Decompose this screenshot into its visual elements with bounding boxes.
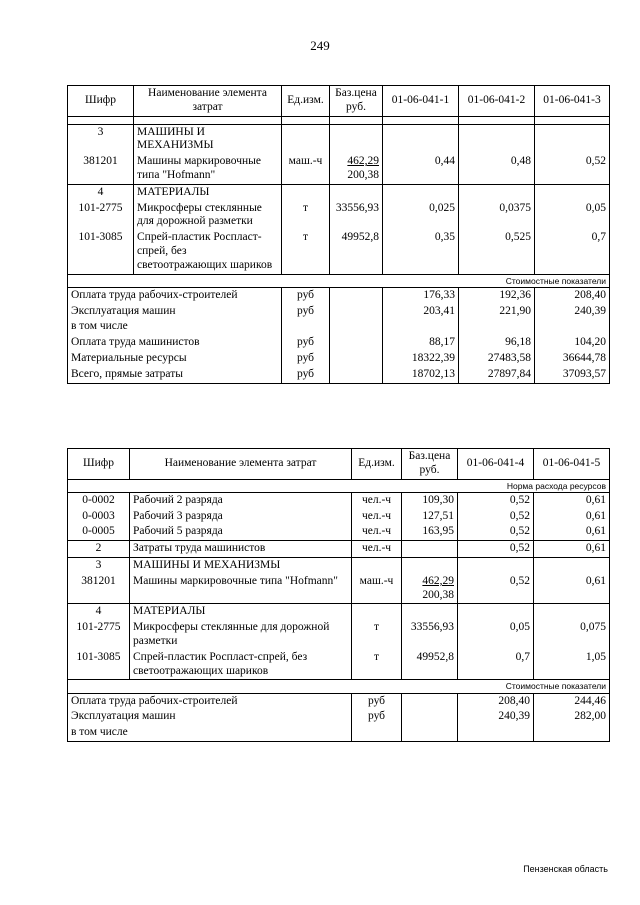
table-row xyxy=(68,230,610,274)
resource-unit: чел.-ч xyxy=(352,524,402,540)
table-row xyxy=(68,201,610,231)
price-current: 462,29 xyxy=(422,574,454,587)
cost-name: Эксплуатация машин xyxy=(68,709,352,725)
value-col-4: 0,52 xyxy=(458,509,534,525)
resource-name: Спрей-пластик Роспласт-спрей, без светоотражающих шариков xyxy=(134,230,282,274)
value-col-2: 221,90 xyxy=(459,304,535,320)
section-row xyxy=(68,184,610,200)
table-row xyxy=(68,492,610,508)
value-col-2: 0,525 xyxy=(459,230,535,274)
value-col-4: 240,39 xyxy=(458,709,534,725)
cost-row xyxy=(68,367,610,383)
cost-name: Эксплуатация машин xyxy=(68,304,282,320)
value-col-5: 0,61 xyxy=(534,509,610,525)
value-col-5: 0,61 xyxy=(534,492,610,508)
price-base: 200,38 xyxy=(422,588,454,601)
cost-name: в том числе xyxy=(68,319,282,335)
resource-name: Микросферы стеклянные для дорожной разметки xyxy=(130,620,352,650)
section-title: МАШИНЫ И МЕХАНИЗМЫ xyxy=(130,557,352,573)
cost-name: Оплата труда машинистов xyxy=(68,335,282,351)
cost-row xyxy=(68,709,610,725)
value-col-4: 0,52 xyxy=(458,524,534,540)
value-col-2: 27483,58 xyxy=(459,351,535,367)
resource-code: 101-3085 xyxy=(68,230,134,274)
resource-price xyxy=(330,154,383,184)
value-col-5: 0,61 xyxy=(534,524,610,540)
value-col-3: 0,7 xyxy=(535,230,610,274)
value-col-2: 27897,84 xyxy=(459,367,535,383)
cost-unit: руб xyxy=(282,287,330,303)
value-col-5: 0,61 xyxy=(534,574,610,604)
resource-code: 0-0005 xyxy=(68,524,130,540)
value-col-4: 0,52 xyxy=(458,492,534,508)
cost-row xyxy=(68,304,610,320)
cost-row xyxy=(68,351,610,367)
resource-unit: т xyxy=(352,650,402,680)
price-current: 462,29 xyxy=(347,155,379,168)
value-col-2: 96,18 xyxy=(459,335,535,351)
norm-header: Норма расхода ресурсов xyxy=(68,479,610,492)
region-footer: Пензенская область xyxy=(523,864,608,874)
resource-price: 109,30 xyxy=(402,492,458,508)
cost-header: Стоимостные показатели xyxy=(68,274,610,287)
section-row xyxy=(68,124,610,154)
cost-unit: руб xyxy=(282,304,330,320)
estimate-table-1 xyxy=(67,85,610,384)
table-row xyxy=(68,620,610,650)
section-title: МАШИНЫ И МЕХАНИЗМЫ xyxy=(134,124,282,154)
table-row xyxy=(68,524,610,540)
resource-name: Микросферы стеклянные для дорожной разметки xyxy=(134,201,282,231)
value-col-4: 0,52 xyxy=(458,574,534,604)
resource-unit: чел.-ч xyxy=(352,541,402,558)
value-col-5: 0,61 xyxy=(534,541,610,558)
resource-name: Рабочий 5 разряда xyxy=(130,524,352,540)
value-col-4: 208,40 xyxy=(458,693,534,709)
section-number: 3 xyxy=(68,124,134,154)
resource-name: Затраты труда машинистов xyxy=(130,541,352,558)
cost-row xyxy=(68,287,610,303)
resource-unit: т xyxy=(282,201,330,231)
resource-code: 381201 xyxy=(68,574,130,604)
cost-row xyxy=(68,319,610,335)
section-number: 4 xyxy=(68,604,130,620)
header-price: Баз.цена руб. xyxy=(402,449,458,480)
cost-row xyxy=(68,725,610,741)
resource-price: 33556,93 xyxy=(330,201,383,231)
table-row xyxy=(68,154,610,184)
table-row xyxy=(68,541,610,558)
resource-unit: маш.-ч xyxy=(282,154,330,184)
cost-name: Материальные ресурсы xyxy=(68,351,282,367)
header-name: Наименование элемента затрат xyxy=(130,449,352,480)
value-col-1: 0,35 xyxy=(383,230,459,274)
value-col-1: 176,33 xyxy=(383,287,459,303)
resource-code: 0-0003 xyxy=(68,509,130,525)
resource-unit: чел.-ч xyxy=(352,509,402,525)
cost-row xyxy=(68,335,610,351)
header-col-3: 01-06-041-3 xyxy=(535,86,610,117)
table-row xyxy=(68,650,610,680)
norm-header-row xyxy=(68,479,610,492)
value-col-3: 240,39 xyxy=(535,304,610,320)
value-col-4: 0,52 xyxy=(458,541,534,558)
value-col-3: 0,52 xyxy=(535,154,610,184)
value-col-2: 0,48 xyxy=(459,154,535,184)
resource-unit: т xyxy=(282,230,330,274)
table-row xyxy=(68,574,610,604)
value-col-1: 88,17 xyxy=(383,335,459,351)
cost-unit: руб xyxy=(282,367,330,383)
resource-name: Рабочий 3 разряда xyxy=(130,509,352,525)
resource-price xyxy=(402,574,458,604)
header-price: Баз.цена руб. xyxy=(330,86,383,117)
section-number: 4 xyxy=(68,184,134,200)
value-col-5: 244,46 xyxy=(534,693,610,709)
value-col-5: 282,00 xyxy=(534,709,610,725)
resource-price: 127,51 xyxy=(402,509,458,525)
cost-row xyxy=(68,693,610,709)
value-col-3: 104,20 xyxy=(535,335,610,351)
value-col-1: 203,41 xyxy=(383,304,459,320)
resource-name: Машины маркировочные типа "Hofmann" xyxy=(130,574,352,604)
section-number: 2 xyxy=(68,541,130,558)
resource-code: 0-0002 xyxy=(68,492,130,508)
header-unit: Ед.изм. xyxy=(352,449,402,480)
value-col-3: 208,40 xyxy=(535,287,610,303)
value-col-2: 0,0375 xyxy=(459,201,535,231)
value-col-1: 0,44 xyxy=(383,154,459,184)
resource-price: 163,95 xyxy=(402,524,458,540)
cost-unit: руб xyxy=(352,709,402,725)
cost-header: Стоимостные показатели xyxy=(68,680,610,693)
section-row xyxy=(68,557,610,573)
section-title: МАТЕРИАЛЫ xyxy=(134,184,282,200)
resource-name: Рабочий 2 разряда xyxy=(130,492,352,508)
cost-name: в том числе xyxy=(68,725,352,741)
value-col-3: 36644,78 xyxy=(535,351,610,367)
resource-name: Спрей-пластик Роспласт-спрей, без светоотражающих шариков xyxy=(130,650,352,680)
estimate-table-2 xyxy=(67,448,610,742)
price-base: 200,38 xyxy=(347,168,379,181)
cost-unit: руб xyxy=(282,335,330,351)
cost-name: Оплата труда рабочих-строителей xyxy=(68,287,282,303)
resource-code: 101-2775 xyxy=(68,620,130,650)
resource-name: Машины маркировочные типа "Hofmann" xyxy=(134,154,282,184)
resource-price: 33556,93 xyxy=(402,620,458,650)
resource-unit: чел.-ч xyxy=(352,492,402,508)
header-col-1: 01-06-041-1 xyxy=(383,86,459,117)
resource-code: 381201 xyxy=(68,154,134,184)
cost-name: Всего, прямые затраты xyxy=(68,367,282,383)
cost-header-row xyxy=(68,274,610,287)
header-code: Шифр xyxy=(68,86,134,117)
resource-code: 101-2775 xyxy=(68,201,134,231)
section-title: МАТЕРИАЛЫ xyxy=(130,604,352,620)
header-col-4: 01-06-041-4 xyxy=(458,449,534,480)
header-col-5: 01-06-041-5 xyxy=(534,449,610,480)
value-col-1: 18702,13 xyxy=(383,367,459,383)
table-header-row xyxy=(68,449,610,480)
cost-unit: руб xyxy=(282,351,330,367)
header-col-2: 01-06-041-2 xyxy=(459,86,535,117)
value-col-1: 18322,39 xyxy=(383,351,459,367)
value-col-3: 0,05 xyxy=(535,201,610,231)
value-col-5: 0,075 xyxy=(534,620,610,650)
cost-name: Оплата труда рабочих-строителей xyxy=(68,693,352,709)
value-col-5: 1,05 xyxy=(534,650,610,680)
resource-unit: т xyxy=(352,620,402,650)
section-row xyxy=(68,604,610,620)
value-col-4: 0,05 xyxy=(458,620,534,650)
resource-code: 101-3085 xyxy=(68,650,130,680)
cost-header-row xyxy=(68,680,610,693)
cost-unit: руб xyxy=(352,693,402,709)
table-row xyxy=(68,509,610,525)
resource-unit: маш.-ч xyxy=(352,574,402,604)
page-number: 249 xyxy=(310,38,330,53)
resource-price: 49952,8 xyxy=(330,230,383,274)
value-col-2: 192,36 xyxy=(459,287,535,303)
table-header-row xyxy=(68,86,610,117)
section-number: 3 xyxy=(68,557,130,573)
value-col-3: 37093,57 xyxy=(535,367,610,383)
header-code: Шифр xyxy=(68,449,130,480)
header-unit: Ед.изм. xyxy=(282,86,330,117)
resource-price: 49952,8 xyxy=(402,650,458,680)
header-name: Наименование элемента затрат xyxy=(134,86,282,117)
value-col-1: 0,025 xyxy=(383,201,459,231)
value-col-4: 0,7 xyxy=(458,650,534,680)
